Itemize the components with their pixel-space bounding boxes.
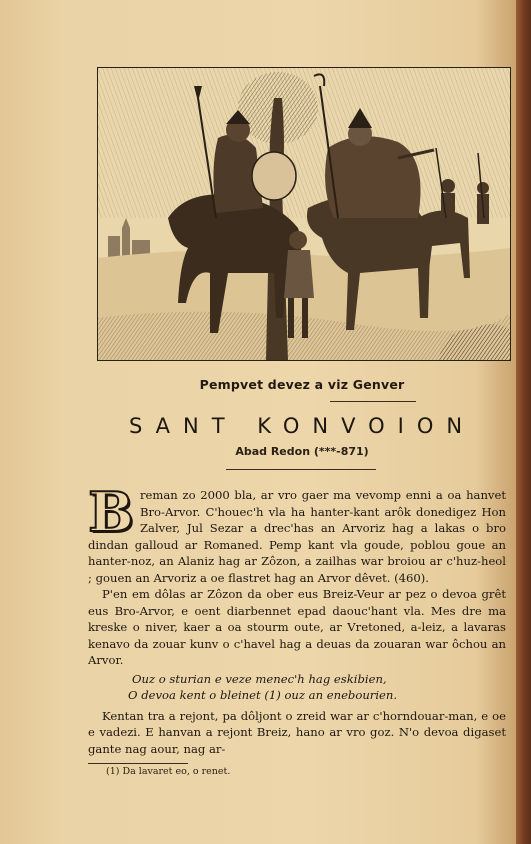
verse-quote bbox=[128, 671, 506, 704]
book-cover-edge bbox=[516, 0, 531, 844]
paragraph-1: reman zo 2000 bla, ar vro gaer ma vevomp enni a oa hanvet Bro-Arvor. C'houec'h vla ha hanter-kant arôk donedigez Hon Zalver, Jul Sezar a drec'has an Arvoriz hag a lakas o bro dindan galloud ar Romaned. Pemp kant vla goude, poblou goue an hanter-noz, an Alaniz hag ar Zôzon, a zailhas war broiou ar c'huz-heol ; gouen an Arvoriz a oe flastret hag an Arvor dêvet. (460). bbox=[88, 488, 506, 585]
paragraph-3: Kentan tra a rejont, pa dôljont o zreid war ar c'horndouar-man, e oe e vadezi. E hanvan a rejont Breiz, hano ar vro goz. N'o devoa digaset gante nag aour, nag ar- bbox=[88, 708, 506, 756]
drop-cap: B bbox=[88, 480, 134, 544]
engraving-illustration bbox=[97, 67, 511, 361]
verse-line-1: Ouz o sturian e veze menec'h hag eskibien, bbox=[132, 671, 387, 686]
illustration-caption: Pempvet devez a viz Genver bbox=[199, 377, 405, 392]
chapter-title: SANT KONVOION bbox=[128, 414, 476, 438]
title-rule-bottom bbox=[226, 469, 376, 470]
paragraph-2: P'en em dôlas ar Zôzon da ober eus Breiz-Veur ar pez o devoa grêt eus Bro-Arvor, e oent diarbennet epad daouc'hant vla. Mes dre ma kreske o niver, kaer a oa stourm oute, ar Vretoned, a-leiz, a lavaras kenavo da zouar kunv o c'havel hag a deuas da zouaran war ôchou an Arvor. bbox=[88, 587, 506, 667]
body-text bbox=[88, 480, 506, 757]
footnote-rule bbox=[88, 763, 188, 764]
chapter-subtitle: Abad Redon (***-871) bbox=[235, 445, 369, 458]
footnote: (1) Da lavaret eo, o renet. bbox=[106, 766, 231, 777]
title-rule-top bbox=[330, 401, 416, 402]
mounted-knights-engraving bbox=[98, 68, 510, 360]
verse-line-2: O devoa kent o bleinet (1) ouz an enebourien. bbox=[128, 688, 398, 702]
